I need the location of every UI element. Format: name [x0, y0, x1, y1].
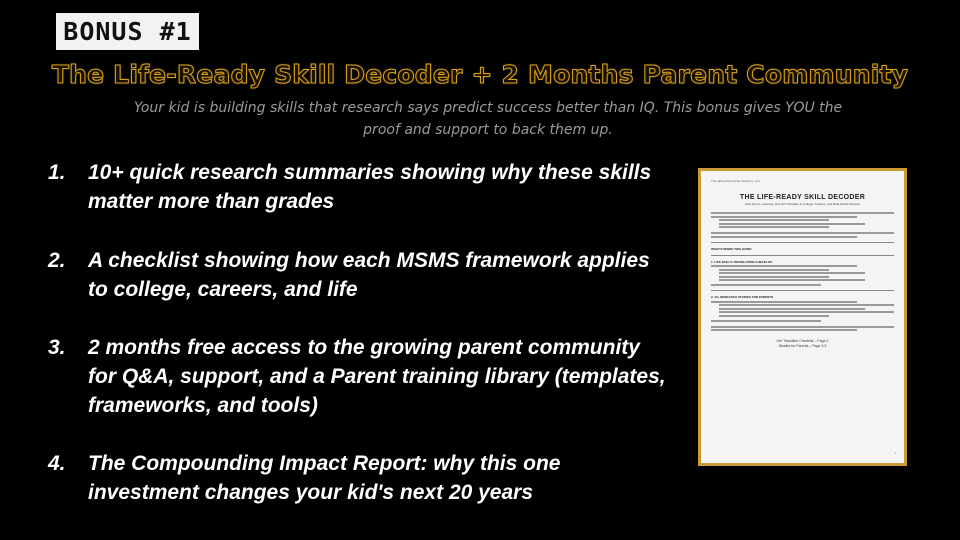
doc-toc — [711, 339, 894, 349]
doc-text-line — [711, 232, 894, 234]
list-item-number: 2. — [48, 249, 66, 272]
list-item-text: 10+ quick research summaries showing why these skills matter more than grades — [88, 161, 652, 213]
doc-text-line — [711, 326, 894, 328]
doc-text-line — [711, 216, 857, 218]
doc-subtitle: How Focus, Learning, and Grit Translate to College, Careers, and Real-World Success — [744, 202, 861, 206]
doc-text-line — [711, 212, 894, 214]
doc-text-line — [719, 311, 894, 313]
list-item-number: 1. — [48, 161, 66, 184]
doc-text-line — [719, 219, 829, 221]
list-item-text: A checklist showing how each MSMS framework applies to college, careers, and life — [88, 249, 650, 301]
doc-section-heading: 1. LIFE SKILLS TRANSLATION CHECKLIST — [711, 259, 773, 264]
doc-text-line — [719, 269, 829, 271]
doc-text-line — [719, 272, 865, 274]
doc-toc-entry: Studies for Parents – Page 3-5 — [778, 344, 827, 348]
list-item — [48, 333, 668, 420]
doc-divider — [711, 255, 894, 256]
page-subtitle: Your kid is building skills that research says predict success better than IQ. This bonus gives YOU the proof and support to back them up. — [133, 100, 843, 138]
doc-title: THE LIFE-READY SKILL DECODER — [739, 194, 866, 201]
list-item — [48, 449, 668, 507]
doc-text-line — [719, 223, 865, 225]
doc-text-line — [719, 279, 865, 281]
doc-text-line — [719, 276, 829, 278]
doc-page-number: 1 — [894, 451, 896, 455]
doc-toc-entry: Life Transition Checklist – Page 2 — [776, 339, 829, 343]
bonus-badge: BONUS #1 — [56, 13, 199, 50]
doc-section-heading: 2. 10+ RESEARCH STUDIES FOR PARENTS — [711, 295, 774, 299]
list-item — [48, 158, 668, 216]
doc-text-line — [719, 226, 829, 228]
list-item-number: 3. — [48, 336, 66, 359]
doc-divider — [711, 242, 894, 243]
doc-text-line — [711, 236, 857, 238]
doc-text-line — [711, 265, 857, 267]
doc-text-line — [711, 284, 821, 286]
page-title: The Life-Ready Skill Decoder + 2 Months Parent Community — [51, 60, 909, 89]
doc-text-line — [719, 308, 865, 310]
list-item-number: 4. — [48, 452, 66, 475]
document-preview — [698, 168, 907, 466]
list-item-text: The Compounding Impact Report: why this one investment changes your kid's next 20 years — [88, 452, 561, 504]
doc-text-line — [719, 304, 894, 306]
doc-text-line — [711, 329, 857, 331]
list-item-text: 2 months free access to the growing parent community for Q&A, support, and a Parent training library (templates, frameworks, and tools) — [88, 336, 666, 417]
doc-brand: The Alpha Mentorship Academy, LLC — [711, 179, 761, 183]
doc-text-line — [719, 315, 829, 317]
doc-text-line — [711, 320, 821, 322]
list-item — [48, 246, 668, 304]
doc-section-heading: WHAT'S INSIDE THIS GUIDE: — [711, 246, 753, 251]
doc-text-line — [711, 301, 857, 303]
doc-divider — [711, 290, 894, 291]
